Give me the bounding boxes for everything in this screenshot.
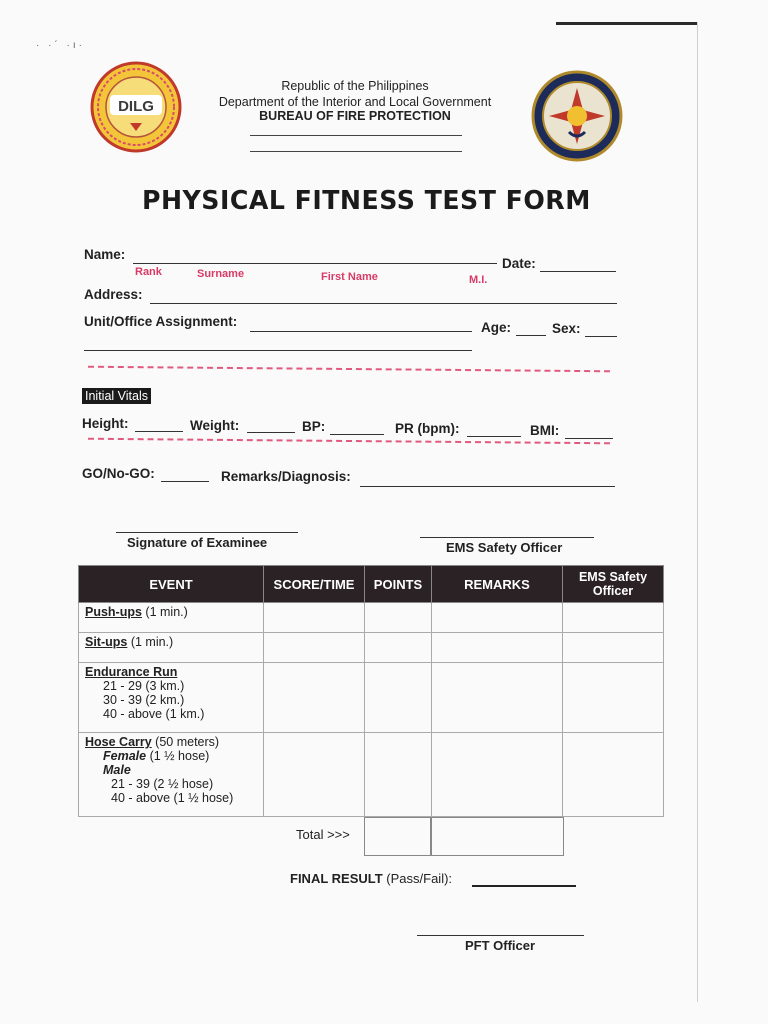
cell-remarks[interactable]: [432, 633, 563, 663]
pr-label: PR (bpm):: [395, 421, 460, 436]
header-blank-line-1: [250, 135, 462, 136]
ems-signature-label: EMS Safety Officer: [446, 540, 563, 555]
pr-field[interactable]: [467, 436, 521, 437]
pft-officer-line[interactable]: [417, 935, 584, 936]
unit-label: Unit/Office Assignment:: [84, 314, 238, 329]
header-republic: Republic of the Philippines: [281, 79, 429, 93]
final-result-field[interactable]: [472, 885, 576, 887]
event-situps: Sit-ups (1 min.): [79, 633, 264, 663]
cell-remarks[interactable]: [432, 603, 563, 633]
events-table: [78, 565, 664, 817]
cell-score[interactable]: [264, 633, 365, 663]
cell-points[interactable]: [365, 733, 432, 817]
sex-field[interactable]: [585, 336, 617, 337]
header-ems-officer: EMS Safety Officer: [563, 566, 664, 603]
cell-score[interactable]: [264, 733, 365, 817]
event-endurance-run: Endurance Run 21 - 29 (3 km.) 30 - 39 (2 km.) 40 - above (1 km.): [79, 663, 264, 733]
go-no-go-field[interactable]: [161, 481, 209, 482]
date-field[interactable]: [540, 271, 616, 272]
header-points: POINTS: [365, 566, 432, 603]
unit-field[interactable]: [250, 331, 472, 332]
ems-signature-line[interactable]: [420, 537, 594, 538]
weight-field[interactable]: [247, 432, 295, 433]
age-field[interactable]: [516, 335, 546, 336]
address-label: Address:: [84, 287, 143, 302]
dilg-logo: [90, 61, 182, 153]
total-label: Total >>>: [296, 827, 350, 842]
total-remarks-box[interactable]: [430, 817, 564, 856]
date-label: Date:: [502, 256, 536, 271]
weight-label: Weight:: [190, 418, 240, 433]
age-label: Age:: [481, 320, 511, 335]
remarks-diagnosis-field[interactable]: [360, 486, 615, 487]
examinee-signature-label: Signature of Examinee: [127, 535, 268, 550]
header-department: Department of the Interior and Local Government: [218, 95, 492, 109]
header-remarks: REMARKS: [432, 566, 563, 603]
bmi-field[interactable]: [565, 438, 613, 439]
table-row: [79, 603, 664, 633]
scan-edge-line-right: [697, 22, 698, 1002]
bmi-label: BMI:: [530, 423, 560, 438]
event-hose-carry: Hose Carry (50 meters) Female (1 ½ hose) Male 21 - 39 (2 ½ hose) 40 - above (1 ½ hose): [79, 733, 264, 817]
surname-caption: Surname: [197, 268, 245, 280]
header-score-time: SCORE/TIME: [264, 566, 365, 603]
name-field[interactable]: [133, 263, 497, 264]
mi-caption: M.I.: [469, 274, 488, 286]
examinee-signature-line[interactable]: [116, 532, 298, 533]
cell-points[interactable]: [365, 663, 432, 733]
dashed-separator-1: [88, 366, 610, 373]
cell-remarks[interactable]: [432, 733, 563, 817]
header-bureau: BUREAU OF FIRE PROTECTION: [259, 109, 451, 123]
cell-ems[interactable]: [563, 663, 664, 733]
go-no-go-label: GO/No-GO:: [82, 466, 155, 481]
dashed-separator-2: [88, 438, 610, 445]
cell-ems[interactable]: [563, 633, 664, 663]
height-label: Height:: [82, 416, 129, 431]
cell-score[interactable]: [264, 603, 365, 633]
bfp-logo: [531, 70, 623, 162]
cell-score[interactable]: [264, 663, 365, 733]
dilg-logo-text: DILG: [118, 98, 154, 115]
pft-officer-label: PFT Officer: [465, 938, 536, 953]
total-points-box[interactable]: [364, 817, 432, 856]
height-field[interactable]: [135, 431, 183, 432]
event-pushups: Push-ups (1 min.): [79, 603, 264, 633]
cell-ems[interactable]: [563, 733, 664, 817]
bp-field[interactable]: [330, 434, 384, 435]
table-row: [79, 633, 664, 663]
address-field[interactable]: [150, 303, 617, 304]
scan-specks: · ·´ ·ı·: [36, 40, 85, 51]
rank-caption: Rank: [135, 266, 162, 278]
name-label: Name:: [84, 247, 126, 262]
sex-label: Sex:: [552, 321, 581, 336]
table-header-row: [79, 566, 664, 603]
remarks-diagnosis-label: Remarks/Diagnosis:: [221, 469, 351, 484]
initial-vitals-heading: Initial Vitals: [82, 388, 151, 404]
scan-edge-line: [556, 22, 698, 25]
cell-points[interactable]: [365, 633, 432, 663]
first-name-caption: First Name: [321, 271, 378, 283]
final-result-label: FINAL RESULT (Pass/Fail):: [290, 871, 453, 886]
cell-ems[interactable]: [563, 603, 664, 633]
bp-label: BP:: [302, 419, 326, 434]
unit-field-line-2[interactable]: [84, 350, 472, 351]
table-row: [79, 733, 664, 817]
table-row: [79, 663, 664, 733]
cell-points[interactable]: [365, 603, 432, 633]
header-blank-line-2: [250, 151, 462, 152]
header-event: EVENT: [79, 566, 264, 603]
form-title: PHYSICAL FITNESS TEST FORM: [142, 186, 591, 216]
cell-remarks[interactable]: [432, 663, 563, 733]
